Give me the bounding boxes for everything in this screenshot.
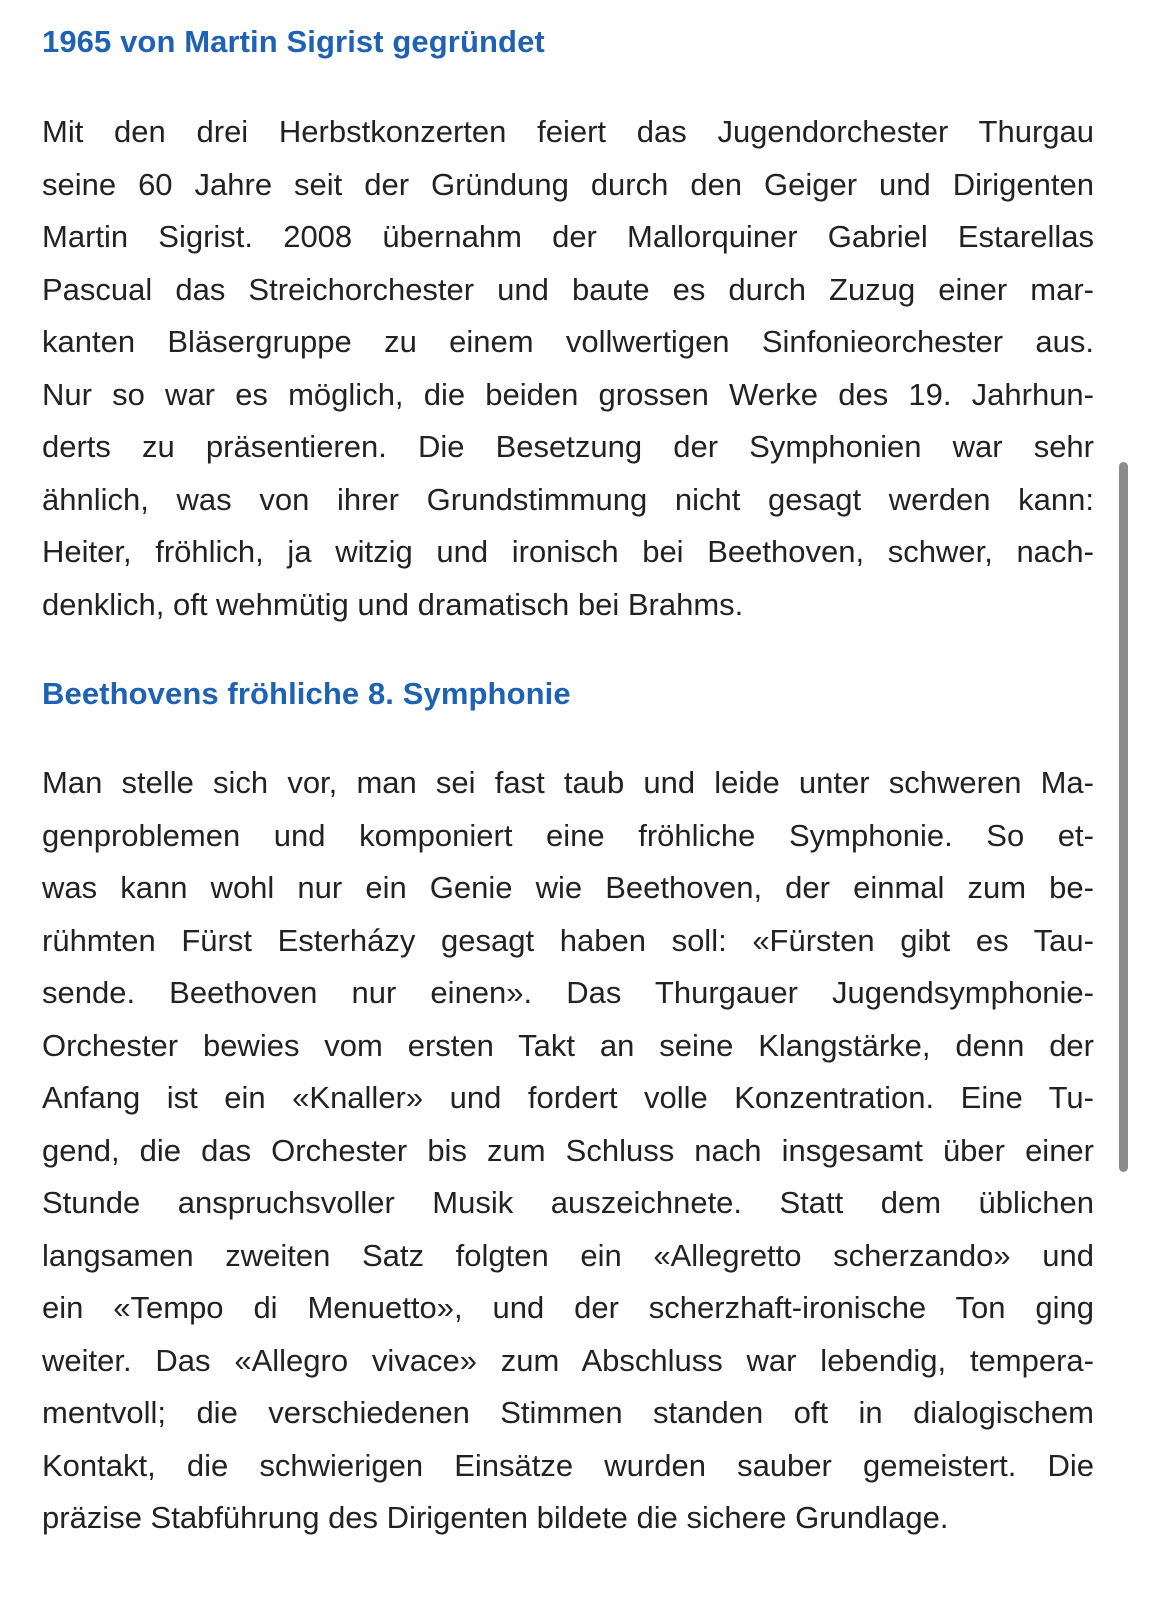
paragraph-line: Heiter, fröhlich, ja witzig und ironisch bei Beethoven, schwer, nach- xyxy=(42,534,1094,569)
paragraph-line: Orchester bewies vom ersten Takt an seine Klangstärke, denn der xyxy=(42,1027,1094,1063)
paragraph-beethoven xyxy=(42,757,1094,1545)
paragraph-line: Mit den drei Herbstkonzerten feiert das Jugendorchester Thurgau xyxy=(42,114,1094,149)
paragraph-line: kanten Bläsergruppe zu einem vollwertigen Sinfonieorchester aus. xyxy=(42,324,1094,359)
paragraph-line: was kann wohl nur ein Genie wie Beethoven, der einmal zum be- xyxy=(42,870,1094,905)
paragraph-line: weiter. Das «Allegro vivace» zum Abschluss war lebendig, tempera- xyxy=(42,1342,1094,1378)
section-heading-founding: 1965 von Martin Sigrist gegründet xyxy=(42,24,545,59)
paragraph-line: ein «Tempo di Menuetto», und der scherzhaft-ironische Ton ging xyxy=(42,1290,1094,1325)
paragraph-line: Man stelle sich vor, man sei fast taub und leide unter schweren Ma- xyxy=(42,765,1094,800)
paragraph-line: denklich, oft wehmütig und dramatisch bei Brahms. xyxy=(42,586,744,622)
paragraph-founding xyxy=(42,106,1094,631)
paragraph-line: mentvoll; die verschiedenen Stimmen standen oft in dialogischem xyxy=(42,1395,1094,1430)
section-heading-beethoven: Beethovens fröhliche 8. Symphonie xyxy=(42,676,571,711)
paragraph-line: langsamen zweiten Satz folgten ein «Allegretto scherzando» und xyxy=(42,1237,1094,1273)
paragraph-line: genproblemen und komponiert eine fröhliche Symphonie. So et- xyxy=(42,817,1094,853)
paragraph-line: Martin Sigrist. 2008 übernahm der Mallorquiner Gabriel Estarellas xyxy=(42,219,1094,254)
paragraph-line: präzise Stabführung des Dirigenten bildete die sichere Grundlage. xyxy=(42,1500,949,1535)
vertical-scrollbar[interactable] xyxy=(1119,462,1128,1172)
paragraph-line: Kontakt, die schwierigen Einsätze wurden sauber gemeistert. Die xyxy=(42,1447,1094,1483)
paragraph-line: sende. Beethoven nur einen». Das Thurgauer Jugendsymphonie- xyxy=(42,975,1094,1010)
paragraph-line: Pascual das Streichorchester und baute es durch Zuzug einer mar- xyxy=(42,271,1094,307)
paragraph-line: derts zu präsentieren. Die Besetzung der Symphonien war sehr xyxy=(42,429,1094,464)
paragraph-line: Anfang ist ein «Knaller» und fordert volle Konzentration. Eine Tu- xyxy=(42,1080,1094,1115)
paragraph-line: seine 60 Jahre seit der Gründung durch den Geiger und Dirigenten xyxy=(42,166,1094,202)
paragraph-line: ähnlich, was von ihrer Grundstimmung nicht gesagt werden kann: xyxy=(42,481,1094,517)
paragraph-line: Stunde anspruchsvoller Musik auszeichnete. Statt dem üblichen xyxy=(42,1185,1094,1220)
paragraph-line: rühmten Fürst Esterházy gesagt haben soll: «Fürsten gibt es Tau- xyxy=(42,922,1094,958)
paragraph-line: gend, die das Orchester bis zum Schluss nach insgesamt über einer xyxy=(42,1132,1094,1168)
paragraph-line: Nur so war es möglich, die beiden grossen Werke des 19. Jahrhun- xyxy=(42,376,1094,412)
